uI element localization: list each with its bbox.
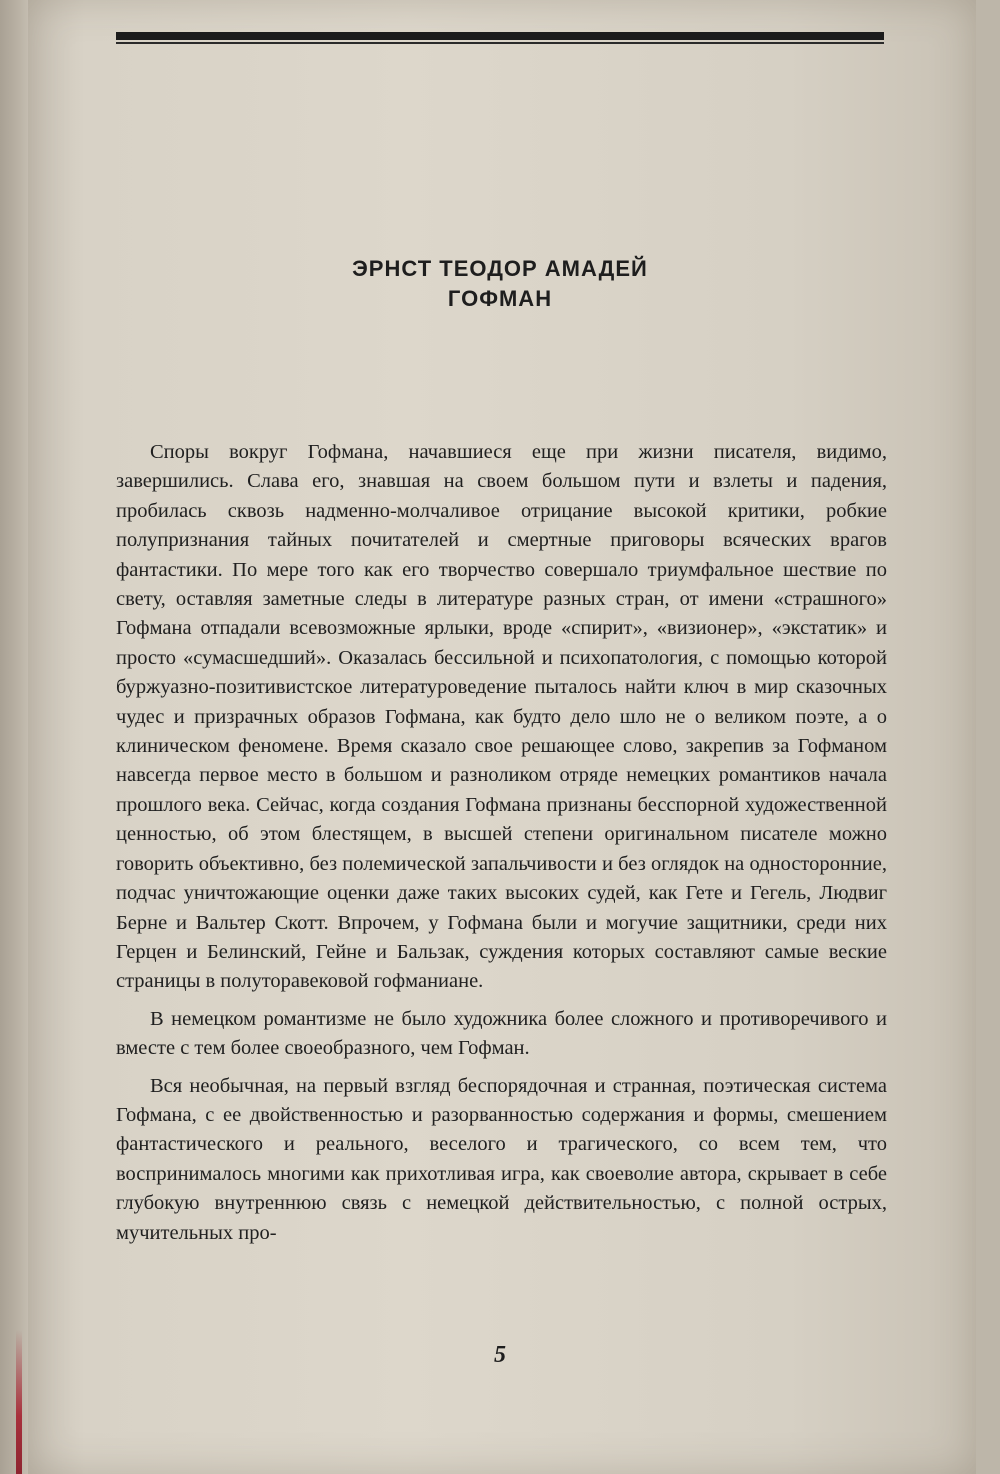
book-cover-edge bbox=[16, 1330, 22, 1474]
chapter-title-line2: ГОФМАН bbox=[447, 286, 553, 311]
paragraph-3: Вся необычная, на первый взгляд беспорядочная и странная, поэтическая система Гофмана, с ее двойственностью и разорванностью содержания и формы, смешением фантастического и реального, веселого и трагического, со всем тем, что воспринималось многими как прихотливая игра, как своеволие автора, скрывает в себе глубокую внутреннюю связь с немецкой действительностью, с полной острых, мучительных про- bbox=[116, 1074, 887, 1244]
chapter-title bbox=[116, 254, 884, 314]
header-rule bbox=[116, 32, 884, 46]
body-text bbox=[116, 438, 887, 1248]
book-spine-edge bbox=[0, 0, 28, 1474]
chapter-title-line1: ЭРНСТ ТЕОДОР АМАДЕЙ bbox=[352, 256, 648, 281]
paragraph-1: Споры вокруг Гофмана, начавшиеся еще при жизни писателя, видимо, завершились. Слава его, знавшая на своем большом пути и взлеты и падения, пробилась сквозь надменно-молчаливое отрицание высокой критики, робкие полупризнания тайных почитателей и смертные приговоры всяческих врагов фантастики. По мере того как его творчество совершало триумфальное шествие по свету, оставляя заметные следы в литературе разных стран, от имени «страшного» Гофмана отпадали всевозможные ярлыки, вроде «спирит», «визионер», «экстатик» и просто «сумасшедший». Оказалась бессильной и психопатология, с помощью которой буржуазно-позитивистское литературоведение пыталось найти ключ в мир сказочных чудес и призрачных образов Гофмана, как будто дело шло не о великом поэте, а о клиническом феномене. Время сказало свое решающее слово, закрепив за Гофманом навсегда первое место в большом и разноликом отряде немецких романтиков начала прошлого века. Сейчас, когда создания Гофмана признаны бесспорной художественной ценностью, об этом блестящем, в высшей степени оригинальном писателе можно говорить объективно, без полемической запальчивости и без оглядок на односторонние, подчас уничтожающие оценки даже таких высоких судей, как Гете и Гегель, Людвиг Берне и Вальтер Скотт. Впрочем, у Гофмана были и могучие защитники, среди них Герцен и Белинский, Гейне и Бальзак, суждения которых составляют самые веские страницы в полуторавековой гофманиане. bbox=[116, 441, 887, 993]
page-number: 5 bbox=[494, 1342, 506, 1368]
paragraph-2: В немецком романтизме не было художника более сложного и противоречивого и вместе с тем более своеобразного, чем Гофман. bbox=[116, 1007, 887, 1060]
header-rule-thin bbox=[116, 42, 884, 44]
header-rule-thick bbox=[116, 32, 884, 40]
